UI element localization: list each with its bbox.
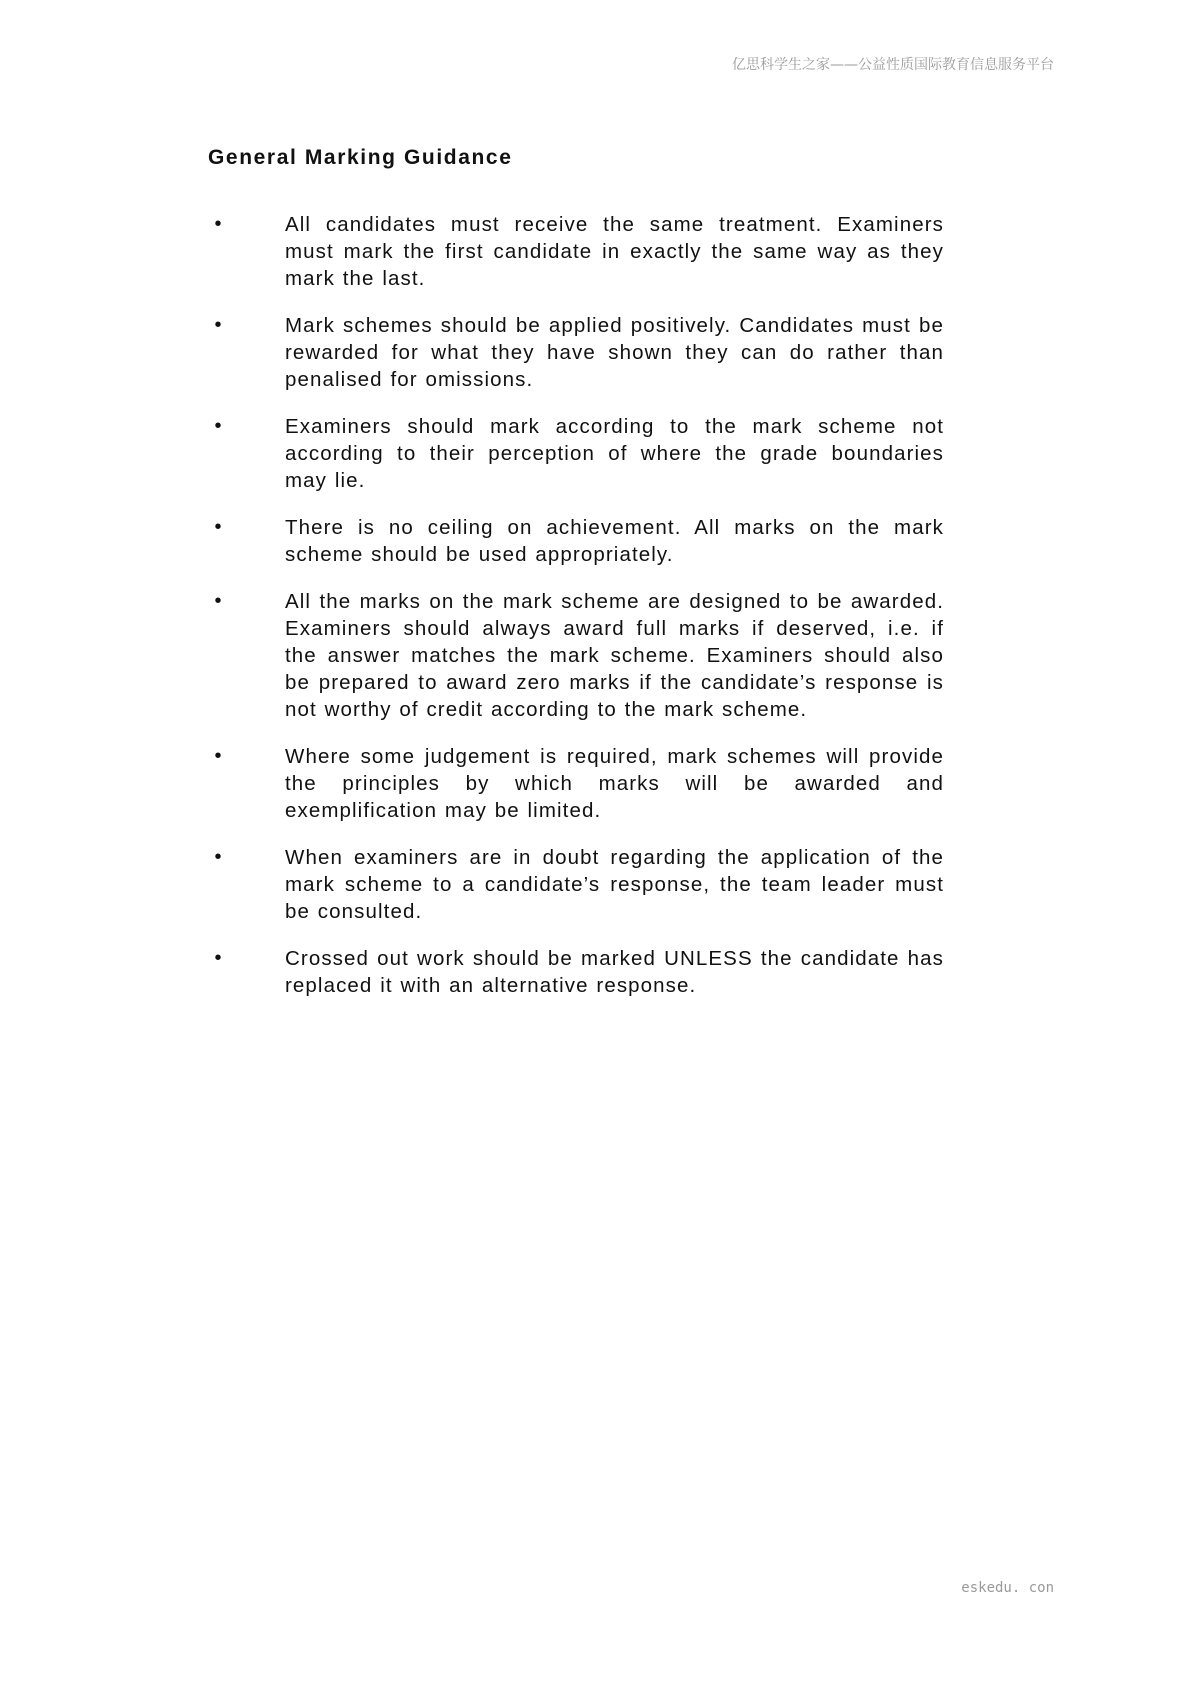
bullet-icon: • bbox=[214, 745, 222, 767]
list-item bbox=[208, 312, 944, 393]
bullet-icon: • bbox=[214, 415, 222, 437]
list-item bbox=[208, 588, 944, 723]
list-item bbox=[208, 844, 944, 925]
bullet-icon: • bbox=[214, 947, 222, 969]
bullet-icon: • bbox=[214, 213, 222, 235]
list-item-text: There is no ceiling on achievement. All marks on the mark scheme should be used appropriately. bbox=[285, 516, 944, 566]
bullet-icon: • bbox=[214, 516, 222, 538]
list-item-text: Examiners should mark according to the mark scheme not according to their perception of where the grade boundaries may lie. bbox=[285, 415, 944, 492]
list-item bbox=[208, 945, 944, 999]
page-title: General Marking Guidance bbox=[208, 146, 513, 169]
bullet-icon: • bbox=[214, 590, 222, 612]
list-item-text: Where some judgement is required, mark schemes will provide the principles by which marks will be awarded and exemplification may be limited. bbox=[285, 745, 944, 822]
footer-watermark: eskedu. con bbox=[961, 1580, 1054, 1596]
list-item-text: Crossed out work should be marked UNLESS the candidate has replaced it with an alternative response. bbox=[285, 947, 944, 997]
guidance-list bbox=[208, 211, 944, 1019]
header-watermark: 亿思科学生之家——公益性质国际教育信息服务平台 bbox=[732, 57, 1054, 73]
list-item-text: When examiners are in doubt regarding the application of the mark scheme to a candidate’s response, the team leader must be consulted. bbox=[285, 846, 944, 923]
list-item-text: All the marks on the mark scheme are designed to be awarded. Examiners should always award full marks if deserved, i.e. if the answer matches the mark scheme. Examiners should also be prepared to award zero marks if the candidate’s response is not worthy of credit according to the mark scheme. bbox=[285, 590, 944, 721]
list-item bbox=[208, 211, 944, 292]
list-item bbox=[208, 743, 944, 824]
bullet-icon: • bbox=[214, 846, 222, 868]
list-item-text: All candidates must receive the same treatment. Examiners must mark the first candidate in exactly the same way as they mark the last. bbox=[285, 213, 944, 290]
list-item bbox=[208, 514, 944, 568]
list-item bbox=[208, 413, 944, 494]
list-item-text: Mark schemes should be applied positively. Candidates must be rewarded for what they have shown they can do rather than penalised for omissions. bbox=[285, 314, 944, 391]
bullet-icon: • bbox=[214, 314, 222, 336]
